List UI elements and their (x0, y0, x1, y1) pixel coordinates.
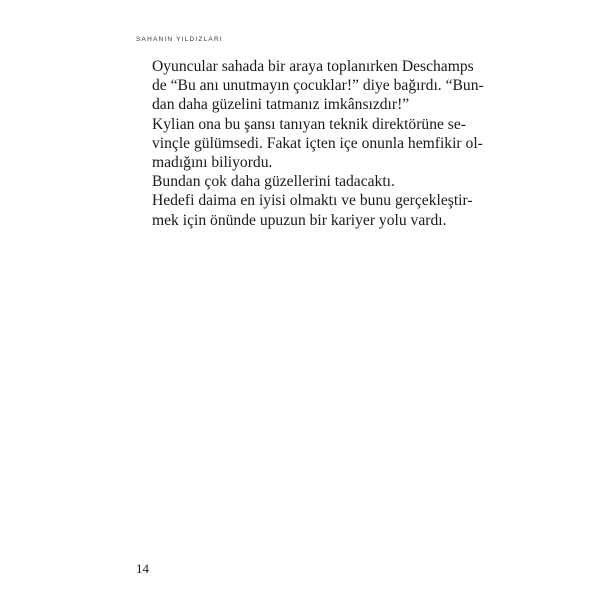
paragraph (136, 57, 484, 115)
text-line: Bundan çok daha güzellerini tadacaktı. (152, 173, 395, 191)
text-line: mek için önünde upuzun bir kariyer yolu vardı. (152, 211, 447, 229)
text-line: Hedefi daima en iyisi olmaktı ve bunu gerçekleştir- (152, 192, 473, 210)
text-line: vinçle gülümsedi. Fakat içten içe onunla hemfikir ol- (152, 134, 483, 152)
paragraph (136, 191, 473, 229)
page-number: 14 (136, 561, 149, 576)
text-line: dan daha güzelini tatmanız imkânsızdır!” (152, 96, 410, 114)
text-line: Kylian ona bu şansı tanıyan teknik direktörüne se- (152, 115, 466, 133)
text-line: Oyuncular sahada bir araya toplanırken Deschamps (152, 58, 474, 75)
running-head: SAHANIN YILDIZLARI (136, 36, 223, 43)
text-line: de “Bu anı unutmayın çocuklar!” diye bağırdı. “Bun- (152, 77, 484, 95)
paragraph (136, 172, 466, 191)
text-line: madığını biliyordu. (152, 154, 273, 172)
body-text (136, 57, 484, 230)
paragraph (136, 115, 483, 173)
